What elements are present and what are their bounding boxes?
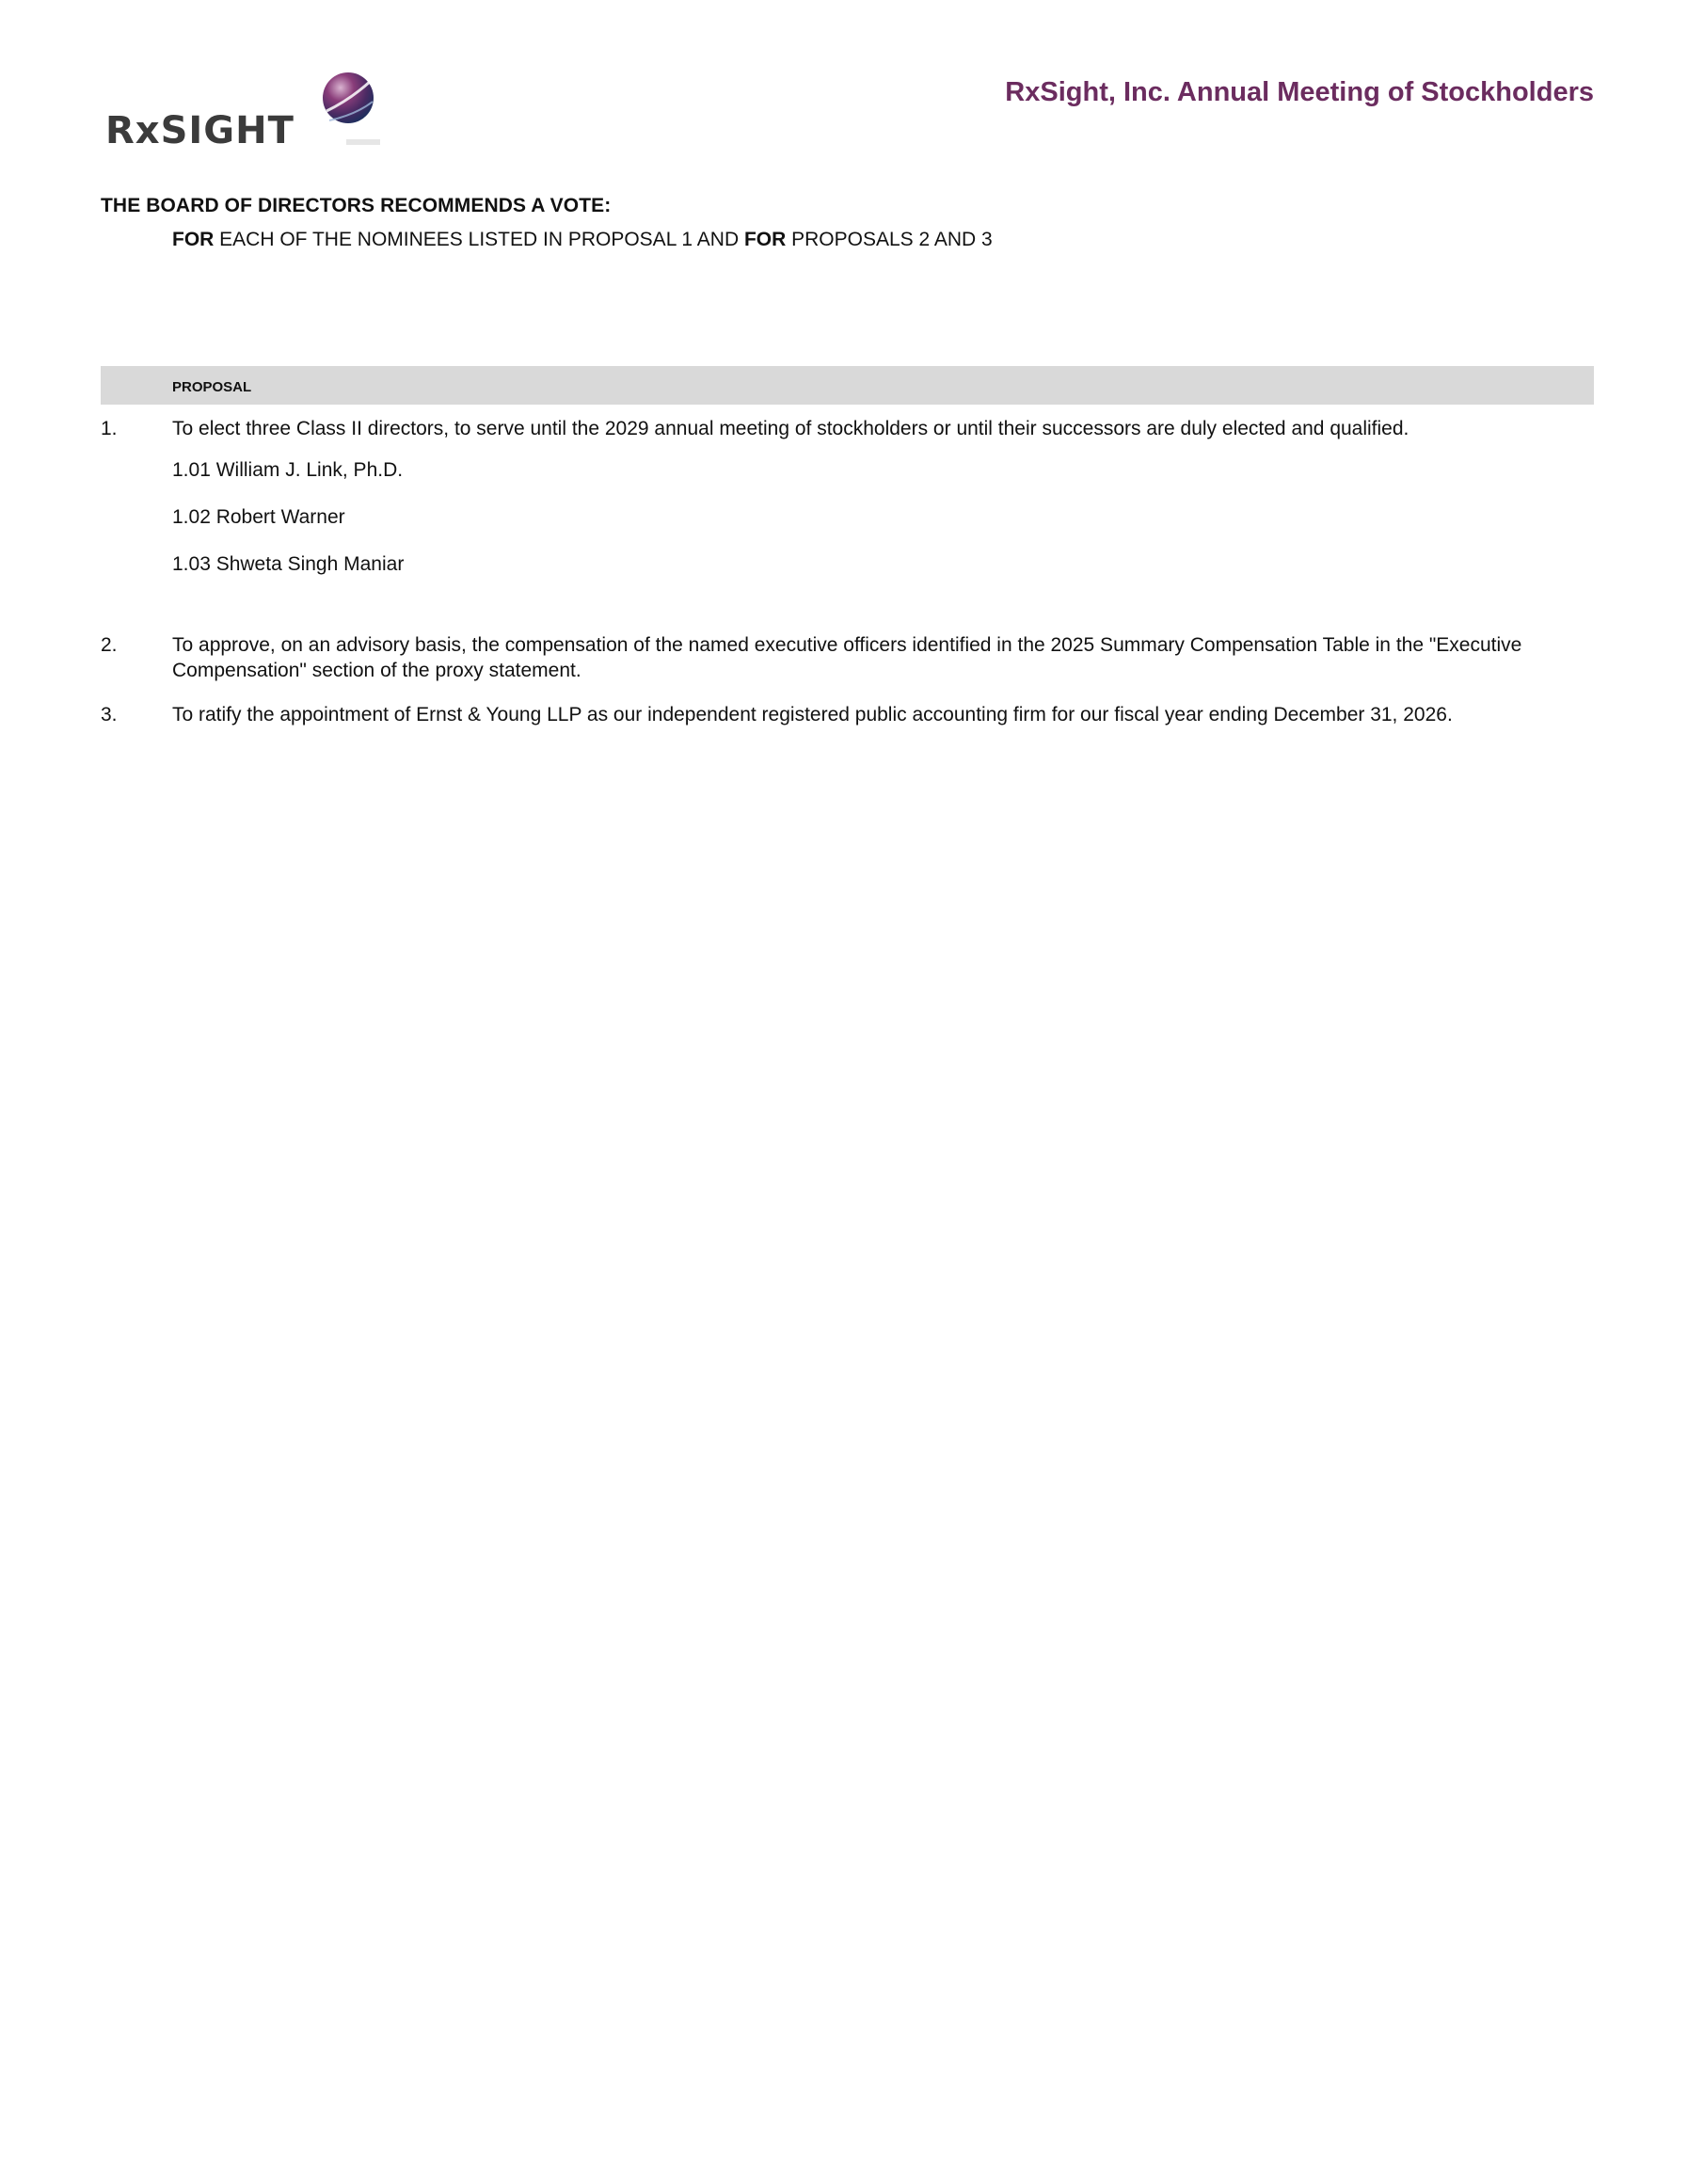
proposal-table-header: [101, 366, 1594, 405]
proposal-column-label: PROPOSAL: [172, 379, 252, 395]
nominee-item: 1.03 Shweta Singh Maniar: [172, 553, 405, 575]
proposal-text: To ratify the appointment of Ernst & Young LLP as our independent registered public accounting firm for our fiscal year ending December 31, 2026.: [172, 704, 1453, 725]
for-emphasis-2: FOR: [743, 229, 787, 250]
nominee-item: 1.02 Robert Warner: [172, 506, 345, 528]
logo-graphic: [104, 68, 386, 152]
proposal-text: To approve, on an advisory basis, the compensation of the named executive officers identified in the 2025 Summary Compensation Table in the "Executive Compensation" section of the proxy statement.: [172, 634, 1522, 681]
for-emphasis-1: FOR: [172, 229, 215, 250]
proposal-number: 1.: [101, 418, 118, 439]
recommendation-end-text: PROPOSALS 2 AND 3: [786, 229, 993, 250]
logo-text: RxSIGHT: [105, 109, 295, 152]
recommendation-heading: THE BOARD OF DIRECTORS RECOMMENDS A VOTE:: [101, 195, 612, 216]
recommendation-middle-text: EACH OF THE NOMINEES LISTED IN PROPOSAL 1 AND: [214, 229, 744, 250]
meeting-title: RxSight, Inc. Annual Meeting of Stockholders: [1005, 77, 1594, 107]
proposal-text: To elect three Class II directors, to serve until the 2029 annual meeting of stockholders or until their successors are duly elected and qualified.: [172, 418, 1409, 439]
recommendation-line: [172, 229, 993, 251]
proposal-number: 2.: [101, 634, 118, 656]
company-logo: [104, 68, 386, 152]
nominee-item: 1.01 William J. Link, Ph.D.: [172, 459, 404, 481]
proposal-number: 3.: [101, 704, 118, 725]
